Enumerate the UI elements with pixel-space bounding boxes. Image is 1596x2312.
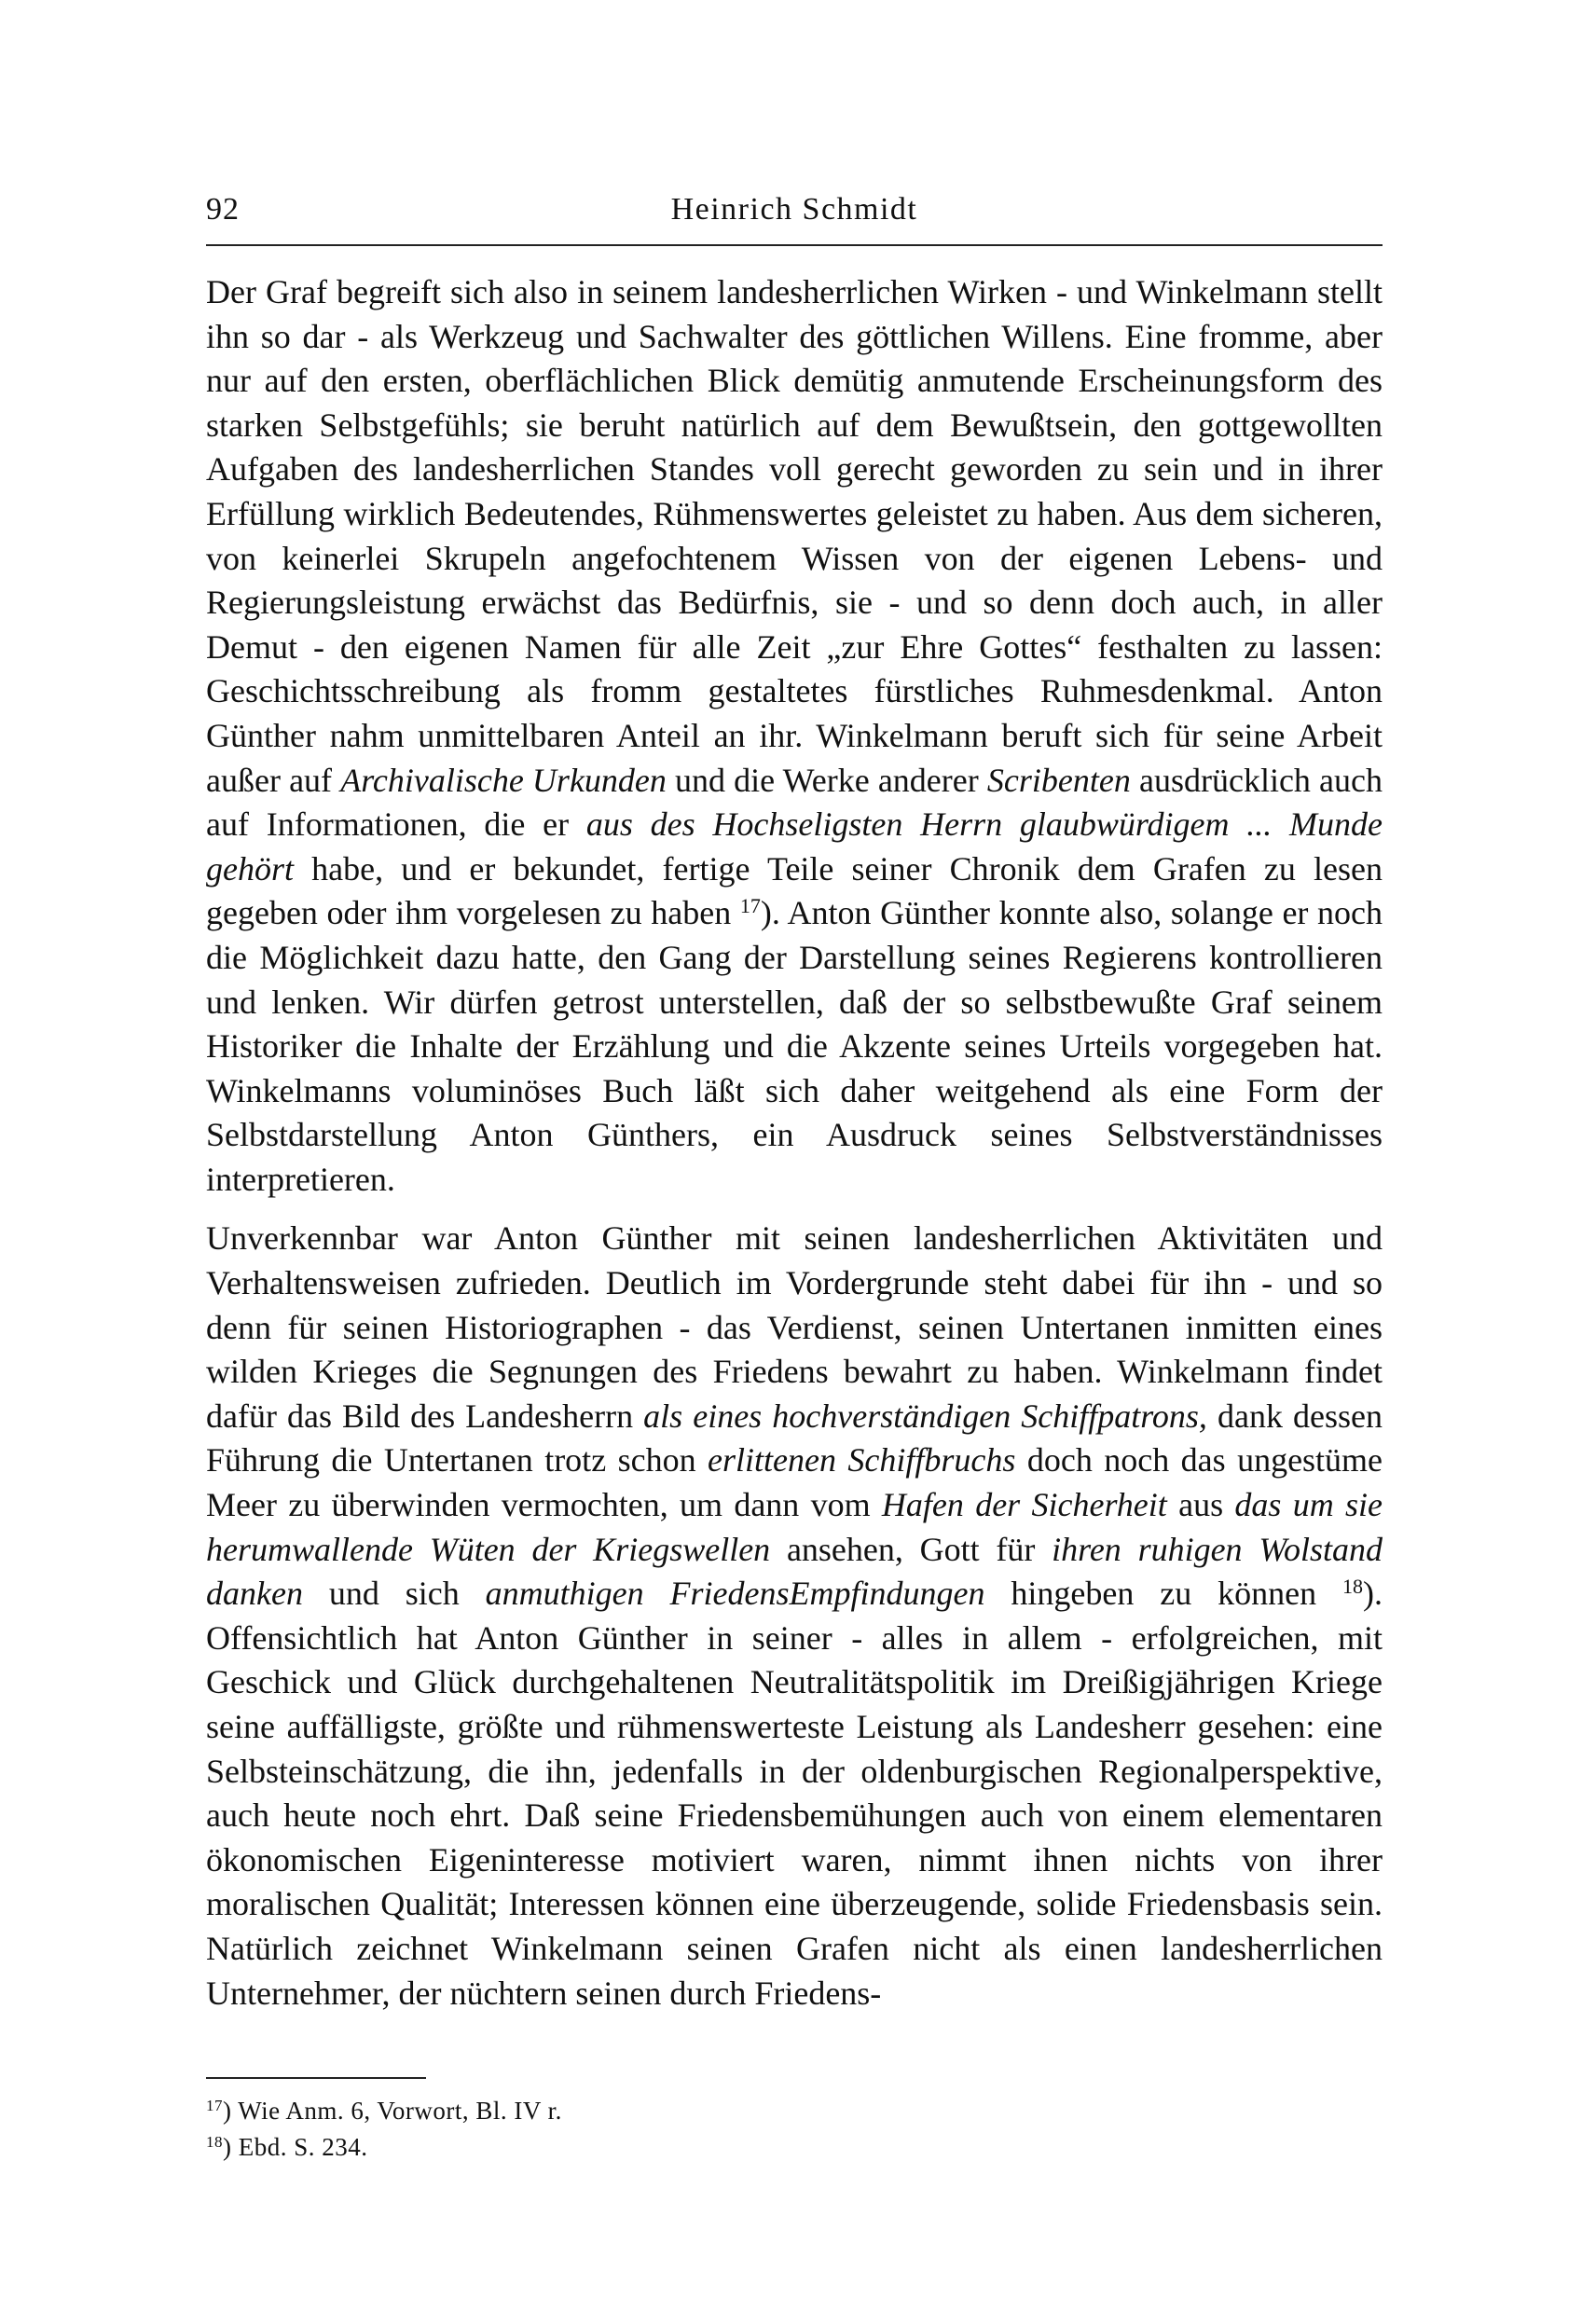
quotation-italic: Scribenten — [986, 761, 1131, 799]
text-run: ansehen, Gott für — [786, 1530, 1036, 1568]
text-run: habe, und er bekundet, fertige Teile seiner Chronik dem Grafen zu lesen gegeben oder ihm vorgelesen zu haben — [206, 849, 1383, 932]
footnote-reference-18: 18 — [1342, 1575, 1364, 1599]
text-run: ausdrücklich auch auf Informationen, die er — [206, 761, 1383, 844]
text-run: ). Anton Günther konnte also, solange er noch die Möglichkeit dazu hatte, den Gang der Darstellung seines Regierens kontrollieren und lenken. Wir dürfen getrost unterstellen, daß der so selbstbewußte Graf seinem Historiker die Inhalte der Erzählung und die Akzente seines Urteils vorgegeben hat. Winkelmanns voluminöses Buch läßt sich daher weitgehend als eine Form der Selbstdarstellung Anton Günthers, ein Ausdruck seines Selbstverständnisses interpretieren. — [206, 894, 1383, 1198]
body-text — [206, 270, 1383, 2016]
quotation-italic: Hafen der Sicherheit — [881, 1486, 1167, 1524]
text-run: ). Offensichtlich hat Anton Günther in seiner - alles in allem - erfolgreichen, mit Geschick und Glück durchgehaltenen Neutralitätspolitik im Dreißigjährigen Kriege seine auffälligste, größte und rühmenswerteste Leistung als Landesherr gesehen: eine Selbsteinschätzung, die ihn, jedenfalls in der oldenburgischen Regionalperspektive, auch heute noch ehrt. Daß seine Friedensbemühungen auch von einem elementaren ökonomischen Eigeninteresse motiviert waren, nimmt ihnen nichts von ihrer moralischen Qualität; Interessen können eine überzeugende, solide Friedensbasis sein. Natürlich zeichnet Winkelmann seinen Grafen nicht als einen landesherrlichen Unternehmer, der nüchtern seinen durch Friedens- — [206, 1575, 1383, 2012]
footnotes — [206, 2090, 1383, 2163]
page-number: 92 — [206, 192, 240, 227]
quotation-italic: ihren ruhigen Wolstand danken — [206, 1530, 1383, 1613]
footnote-reference-17: 17 — [739, 894, 761, 918]
page-header — [206, 192, 1383, 248]
footnote-rule — [206, 2077, 426, 2079]
quotation-italic: aus des Hochseligsten Herrn glaubwürdigem ... Munde gehört — [206, 805, 1383, 888]
quotation-italic: das um sie herumwallende Wüten der Kriegswellen — [206, 1486, 1383, 1568]
running-head: Heinrich Schmidt — [670, 192, 918, 227]
footnote-text: ) Wie Anm. 6, Vorwort, Bl. IV r. — [223, 2097, 562, 2125]
footnote-number: 17 — [206, 2097, 223, 2114]
header-rule — [206, 244, 1383, 246]
footnote-18 — [206, 2126, 1383, 2163]
footnote-17 — [206, 2090, 1383, 2126]
text-run: Der Graf begreift sich also in seinem landesherrlichen Wirken - und Winkelmann stellt ihn so dar - als Werkzeug und Sachwalter des göttlichen Willens. Eine fromme, aber nur auf den ersten, oberflächlichen Blick demütig anmutende Erscheinungsform des starken Selbstgefühls; sie beruht natürlich auf dem Bewußtsein, den gottgewollten Aufgaben des landesherrlichen Standes voll gerecht geworden zu sein und in ihrer Erfüllung wirklich Bedeutendes, Rühmenswertes geleistet zu haben. Aus dem sicheren, von keinerlei Skrupeln angefochtenem Wissen von der eigenen Lebens- und Regierungsleistung erwächst das Bedürfnis, sie - und so denn doch auch, in aller Demut - den eigenen Namen für alle Zeit „zur Ehre Gottes“ festhalten zu lassen: Geschichtsschreibung als fromm gestaltetes fürstliches Ruhmesdenkmal. Anton Günther nahm unmittelbaren Anteil an ihr. Winkelmann beruft sich für seine Arbeit außer auf — [206, 273, 1383, 799]
paragraph-1 — [206, 270, 1383, 1202]
quotation-italic: Archivalische Urkunden — [340, 761, 667, 799]
text-run: dank dessen Führung die Untertanen trotz schon — [206, 1397, 1383, 1479]
quotation-italic: anmuthigen FriedensEmpfindungen — [485, 1575, 985, 1613]
text-run: und die Werke anderer — [675, 761, 979, 799]
footnote-number: 18 — [206, 2133, 223, 2151]
text-run: hingeben zu können — [1011, 1575, 1317, 1613]
quotation-italic: als eines hochverständigen Schiffpatrons, — [643, 1397, 1207, 1435]
text-run: aus — [1178, 1486, 1224, 1524]
text-run: Unverkennbar war Anton Günther mit seinen landesherrlichen Aktivitäten und Verhaltensweisen zufrieden. Deutlich im Vordergrunde steht dabei für ihn - und so denn für seinen Historiographen - das Verdienst, seinen Untertanen inmitten eines wilden Krieges die Segnungen des Friedens bewahrt zu haben. Winkelmann findet dafür das Bild des Landesherrn — [206, 1219, 1383, 1435]
text-run: und sich — [328, 1575, 460, 1613]
paragraph-2 — [206, 1217, 1383, 2016]
quotation-italic: erlittenen Schiffbruchs — [708, 1441, 1016, 1479]
text-run: doch noch das ungestüme Meer zu überwinden vermochten, um dann vom — [206, 1441, 1383, 1524]
footnote-text: ) Ebd. S. 234. — [223, 2133, 368, 2161]
